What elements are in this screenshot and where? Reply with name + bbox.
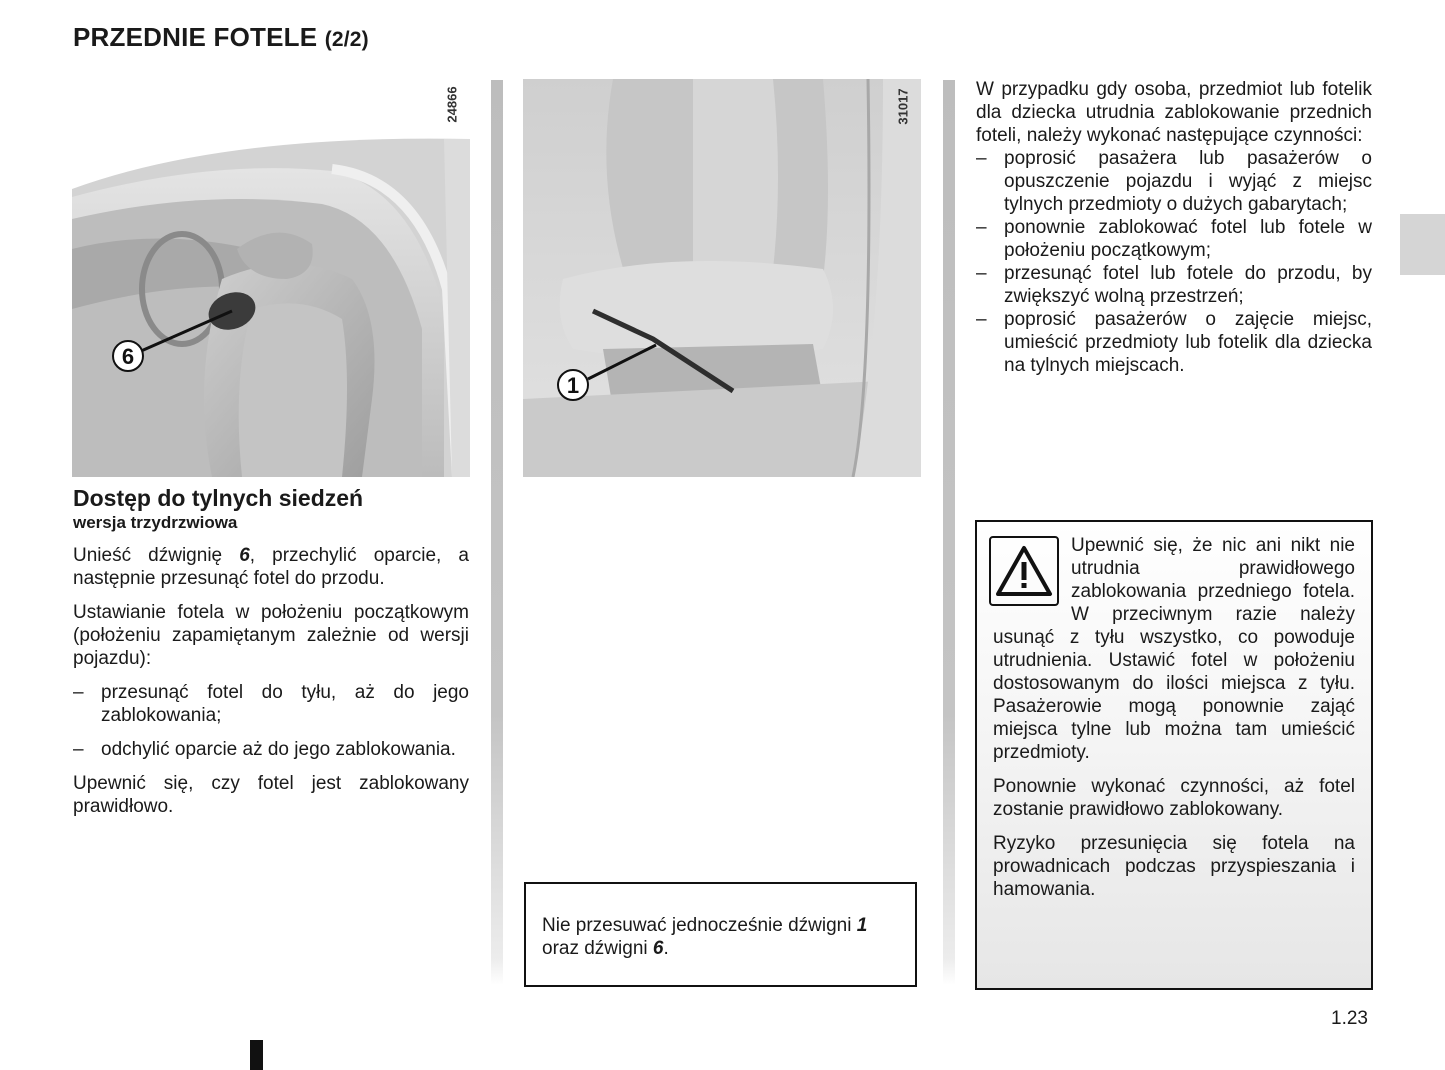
section-subheading: wersja trzydrzwiowa	[73, 513, 238, 532]
note-box	[524, 882, 917, 987]
page-number: 1.23	[1331, 1008, 1368, 1029]
figure-seat-lever-6	[72, 79, 470, 477]
section-heading: Dostęp do tylnych siedzeń	[73, 485, 364, 511]
paragraph-intro: W przypadku gdy osoba, przedmiot lub fotelik dla dziecka utrudnia zablokowanie przednich foteli, należy wykonać następujące czynności:	[976, 79, 1372, 146]
list-item: – poprosić pasażera lub pasażerów o opuszczenie pojazdu i wyjąć z miejsc tylnych przedmioty o dużych gabarytach;	[976, 147, 1372, 216]
warning-triangle-icon	[989, 536, 1059, 606]
figure-code-left: 24866	[444, 86, 460, 123]
column-divider-left	[491, 80, 503, 985]
page-title-part: (2/2)	[324, 28, 369, 51]
figure-code-middle: 31017	[895, 88, 911, 125]
page-title	[73, 22, 369, 53]
lever-reference: 1	[856, 915, 868, 936]
print-crop-mark	[250, 1040, 263, 1070]
list-item: – ponownie zablokować fotel lub fotele w położeniu początkowym;	[976, 216, 1372, 262]
section-tab-marker	[1400, 214, 1445, 275]
right-column	[976, 78, 1372, 388]
warning-paragraph: Ponownie wykonać czynności, aż fotel zostanie prawidłowo zablokowany.	[993, 776, 1355, 820]
paragraph-check-locked: Upewnić się, czy fotel jest zablokowany prawidłowo.	[73, 773, 469, 817]
paragraph-initial-position: Ustawianie fotela w położeniu początkowym (położeniu zapamiętanym zależnie od wersji pojazdu):	[73, 602, 469, 669]
warning-box	[975, 520, 1373, 990]
left-bullet-list	[73, 681, 469, 761]
callout-label-1: 1	[566, 373, 580, 398]
paragraph-text: Unieść dźwignię	[73, 545, 240, 566]
list-item: – przesunąć fotel do tyłu, aż do jego zablokowania;	[73, 681, 469, 727]
paragraph-text: , przechylić oparcie, a następnie przesunąć fotel do przodu.	[73, 545, 469, 589]
paragraph-lift-lever	[73, 544, 469, 590]
left-column	[73, 484, 469, 829]
note-text: oraz dźwigni	[542, 938, 653, 959]
figure-seat-base-illustration	[523, 79, 921, 477]
column-divider-right	[943, 80, 955, 985]
figure-seat-lever-1	[523, 79, 921, 477]
callout-label-6: 6	[121, 344, 135, 369]
list-item: – przesunąć fotel lub fotele do przodu, by zwiększyć wolną przestrzeń;	[976, 262, 1372, 308]
note-text: Nie przesuwać jednocześnie dźwigni	[542, 915, 857, 936]
note-text: .	[663, 938, 669, 959]
lever-reference: 6	[239, 545, 250, 566]
page-title-main: PRZEDNIE FOTELE	[73, 22, 318, 52]
right-bullet-list	[976, 147, 1372, 377]
list-item: – poprosić pasażerów o zajęcie miejsc, umieścić przedmioty lub fotelik dla dziecka na tylnych miejscach.	[976, 308, 1372, 377]
figure-seat-lever-illustration	[72, 79, 470, 477]
warning-paragraph: Upewnić się, że nic ani nikt nie utrudnia prawidłowego zablokowania przedniego fotela. W przeciwnym razie należy usunąć z tyłu wszystko, co powoduje utrudnienia. Ustawić fotel w położeniu dostosowanym do ilości miejsca z tyłu. Pasażerowie mogą ponownie zająć miejsca tylne lub można tam umieścić przedmioty.	[993, 535, 1355, 763]
lever-reference: 6	[652, 938, 664, 959]
warning-paragraph: Ryzyko przesunięcia się fotela na prowadnicach podczas przyspieszania i hamowania.	[993, 833, 1355, 900]
list-item: – odchylić oparcie aż do jego zablokowania.	[73, 738, 469, 761]
